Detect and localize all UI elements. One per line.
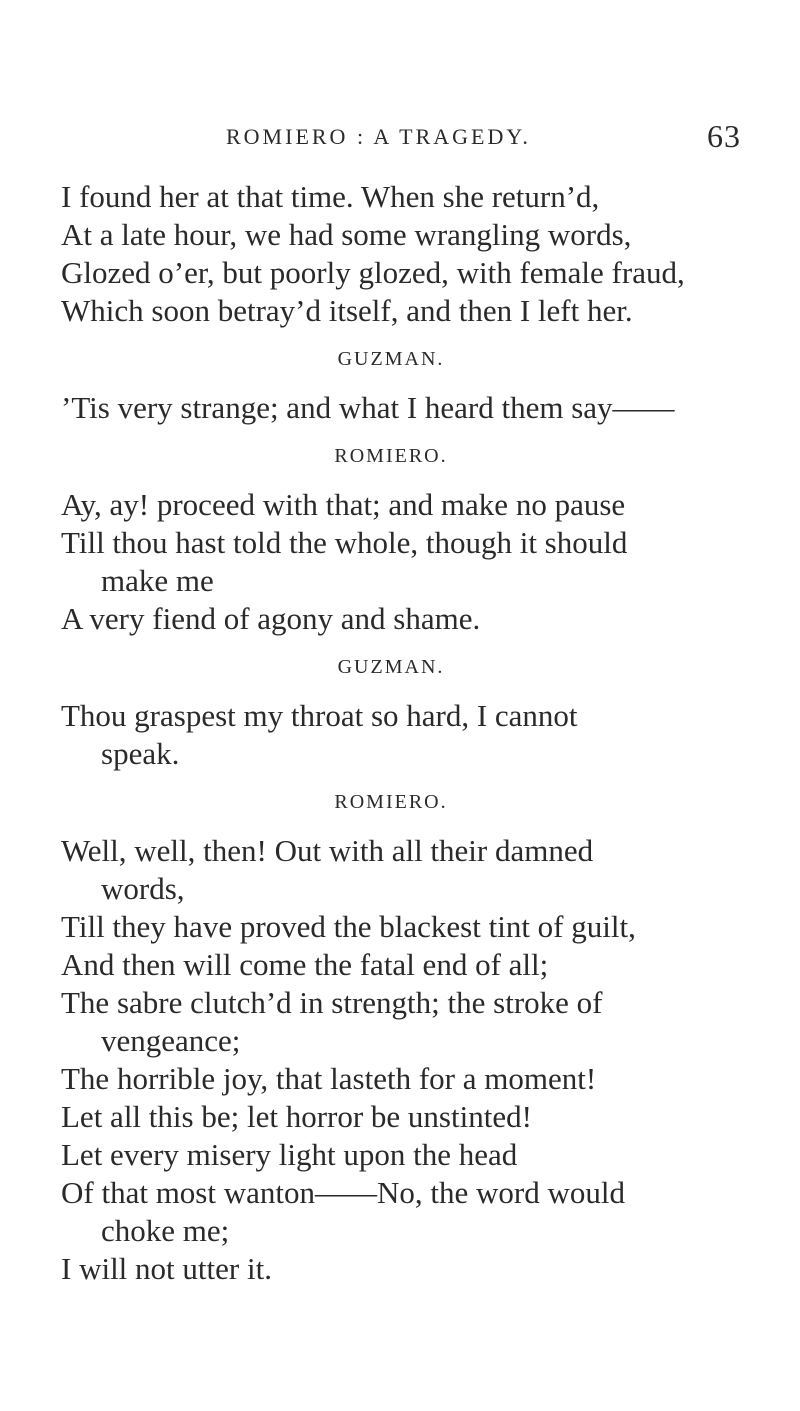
verse-line: The horrible joy, that lasteth for a moment! — [61, 1061, 597, 1096]
page-number: 63 — [707, 118, 741, 154]
verse-line-continuation: words, — [101, 871, 185, 906]
verse-line: Till they have proved the blackest tint of guilt, — [61, 909, 636, 944]
verse-line: Ay, ay! proceed with that; and make no pause — [61, 487, 626, 522]
verse-line: Well, well, then! Out with all their damned — [61, 833, 594, 868]
verse-line: Thou graspest my throat so hard, I cannot — [61, 698, 578, 733]
verse-line: Till thou hast told the whole, though it should — [61, 525, 628, 560]
verse-line: I will not utter it. — [61, 1251, 272, 1286]
verse-line: Let every misery light upon the head — [61, 1137, 518, 1172]
verse-line: Glozed o’er, but poorly glozed, with female fraud, — [61, 255, 685, 290]
speaker-name-romiero: ROMIERO. — [334, 791, 448, 813]
verse-line: ’Tis very strange; and what I heard them say—— — [61, 390, 675, 425]
verse-line: A very fiend of agony and shame. — [61, 601, 481, 636]
verse-line: I found her at that time. When she return’d, — [61, 179, 600, 214]
running-title: ROMIERO : A TRAGEDY. — [226, 124, 531, 149]
speaker-name-guzman: GUZMAN. — [337, 348, 445, 370]
verse-line: The sabre clutch’d in strength; the stroke of — [61, 985, 603, 1020]
verse-line-continuation: vengeance; — [101, 1023, 241, 1058]
speaker-name-romiero: ROMIERO. — [334, 445, 448, 467]
running-head — [0, 118, 800, 158]
verse-line: And then will come the fatal end of all; — [61, 947, 549, 982]
verse-line-continuation: make me — [101, 563, 214, 598]
speaker-name-guzman: GUZMAN. — [337, 656, 445, 678]
verse-line: Of that most wanton——No, the word would — [61, 1175, 625, 1210]
verse-line: Which soon betray’d itself, and then I left her. — [61, 293, 633, 328]
play-text — [61, 178, 761, 1288]
verse-line: Let all this be; let horror be unstinted! — [61, 1099, 532, 1134]
verse-line-continuation: speak. — [101, 736, 180, 771]
verse-line: At a late hour, we had some wrangling words, — [61, 217, 632, 252]
verse-line-continuation: choke me; — [101, 1213, 230, 1248]
